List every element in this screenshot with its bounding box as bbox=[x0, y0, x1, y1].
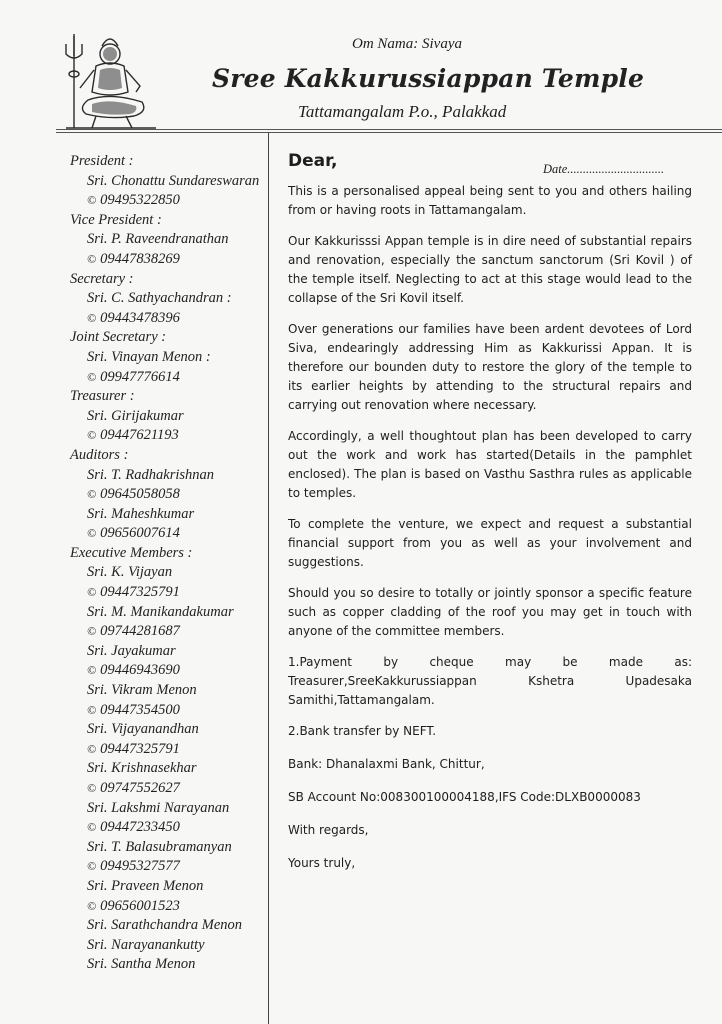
member-name: Sri. Vinayan Menon : bbox=[87, 348, 211, 365]
member-name: Sri. Praveen Menon bbox=[87, 877, 204, 894]
temple-name: Sree Kakkurussiappan Temple bbox=[212, 64, 645, 93]
paragraph-repairs: Our Kakkurisssi Appan temple is in dire need of substantial repairs and renovation, especially the sanctum sanctorum (Sri Kovil ) of the temple itself. Neglecting to act at this stage would lead to the collapse of the Sri Kovil itself. bbox=[288, 234, 692, 305]
member-name: Sri. Krishnasekhar bbox=[87, 760, 197, 777]
invocation: Om Nama: Sivaya bbox=[352, 36, 462, 52]
member-name: Sri. T. Balasubramanyan bbox=[87, 838, 232, 855]
member-phone: © 09744281687 bbox=[70, 622, 266, 642]
member-name: Sri. P. Raveendranathan bbox=[87, 231, 229, 248]
member-phone: © 09447233450 bbox=[70, 818, 266, 838]
bank-transfer: 2.Bank transfer by NEFT. bbox=[288, 724, 437, 738]
member-phone: © 09645058058 bbox=[70, 485, 266, 505]
member-name: Sri. Girijakumar bbox=[87, 407, 184, 424]
member-phone: © 09447354500 bbox=[70, 701, 266, 721]
committee-role-title: Secretary : bbox=[70, 270, 134, 287]
temple-address: Tattamangalam P.o., Palakkad bbox=[298, 102, 507, 121]
member-name: Sri. Sarathchandra Menon bbox=[87, 917, 243, 934]
header-divider bbox=[56, 129, 722, 130]
committee-role-title: Treasurer : bbox=[70, 388, 135, 405]
committee-role-title: President : bbox=[70, 153, 134, 169]
bank-name: Bank: Dhanalaxmi Bank, Chittur, bbox=[288, 757, 485, 771]
member-name: Sri. C. Sathyachandran : bbox=[87, 290, 232, 307]
committee-role-title: Joint Secretary : bbox=[70, 329, 167, 346]
member-name: Sri. Vijayanandhan bbox=[87, 721, 199, 738]
committee-role-title: Executive Members : bbox=[70, 544, 193, 561]
paragraph-sponsor: Should you so desire to totally or jointly sponsor a specific feature such as copper cladding of the roof you may get in touch with anyone of the committee members. bbox=[288, 586, 692, 638]
paragraph-devotees: Over generations our families have been ardent devotees of Lord Siva, endearingly addressing Him as Kakkurissi Appan. It is therefore our bounden duty to restore the glory of the temple to its earlier heights by attending to the structural repairs and carrying out renovation where necessary. bbox=[288, 322, 692, 412]
committee-list bbox=[70, 152, 266, 975]
member-name: Sri. Narayanankutty bbox=[87, 936, 205, 953]
letterhead bbox=[0, 0, 722, 130]
member-name: Sri. Vikram Menon bbox=[87, 682, 197, 699]
member-name: Sri. K. Vijayan bbox=[87, 564, 173, 581]
member-phone: © 09447325791 bbox=[70, 740, 266, 760]
member-name: Sri. T. Radhakrishnan bbox=[87, 466, 215, 483]
member-name: Sri. Jayakumar bbox=[87, 642, 176, 659]
member-name: Sri. Santha Menon bbox=[87, 956, 196, 973]
member-phone: © 09495327577 bbox=[70, 857, 266, 877]
closing: Yours truly, bbox=[288, 856, 356, 870]
header-divider-secondary bbox=[56, 132, 722, 133]
committee-role-title: Auditors : bbox=[70, 446, 129, 463]
member-phone: © 09747552627 bbox=[70, 779, 266, 799]
member-phone: © 09656007614 bbox=[70, 524, 266, 544]
date-field: Date............................... bbox=[543, 162, 665, 176]
paragraph-appeal: This is a personalised appeal being sent to you and others hailing from or having roots in Tattamangalam. bbox=[288, 184, 692, 217]
member-phone: © 09446943690 bbox=[70, 661, 266, 681]
regards: With regards, bbox=[288, 823, 369, 837]
member-name: Sri. Maheshkumar bbox=[87, 505, 195, 522]
member-name: Sri. Lakshmi Narayanan bbox=[87, 799, 230, 816]
column-divider bbox=[268, 133, 269, 1024]
member-name: Sri. M. Manikandakumar bbox=[87, 603, 234, 620]
salutation: Dear, bbox=[288, 151, 338, 171]
account-details: SB Account No:008300100004188,IFS Code:DLXB0000083 bbox=[288, 790, 641, 804]
member-phone: © 09447325791 bbox=[70, 583, 266, 603]
member-phone: © 09947776614 bbox=[70, 368, 266, 388]
member-phone: © 09656001523 bbox=[70, 897, 266, 917]
payment-line-1: 1.Payment by cheque may be made as: bbox=[288, 655, 692, 669]
letter-body bbox=[288, 150, 692, 887]
paragraph-support: To complete the venture, we expect and request a substantial financial support from you as well as your involvement and suggestions. bbox=[288, 517, 692, 569]
payment-line-3: Samithi,Tattamangalam. bbox=[288, 693, 435, 707]
member-phone: © 09447838269 bbox=[70, 250, 266, 270]
member-phone: © 09495322850 bbox=[70, 191, 266, 211]
payment-line-2: Treasurer,SreeKakkurussiappan Kshetra Upadesaka bbox=[288, 674, 692, 688]
lord-siva-illustration bbox=[56, 30, 166, 132]
member-phone: © 09443478396 bbox=[70, 309, 266, 329]
member-name: Sri. Chonattu Sundareswaran bbox=[87, 172, 260, 189]
member-phone: © 09447621193 bbox=[70, 426, 266, 446]
committee-role-title: Vice President : bbox=[70, 211, 162, 228]
paragraph-plan: Accordingly, a well thoughtout plan has been developed to carry out the work and work has started(Details in the pamphlet enclosed). The plan is based on Vasthu Sasthra rules as applicable to temples. bbox=[288, 429, 692, 500]
